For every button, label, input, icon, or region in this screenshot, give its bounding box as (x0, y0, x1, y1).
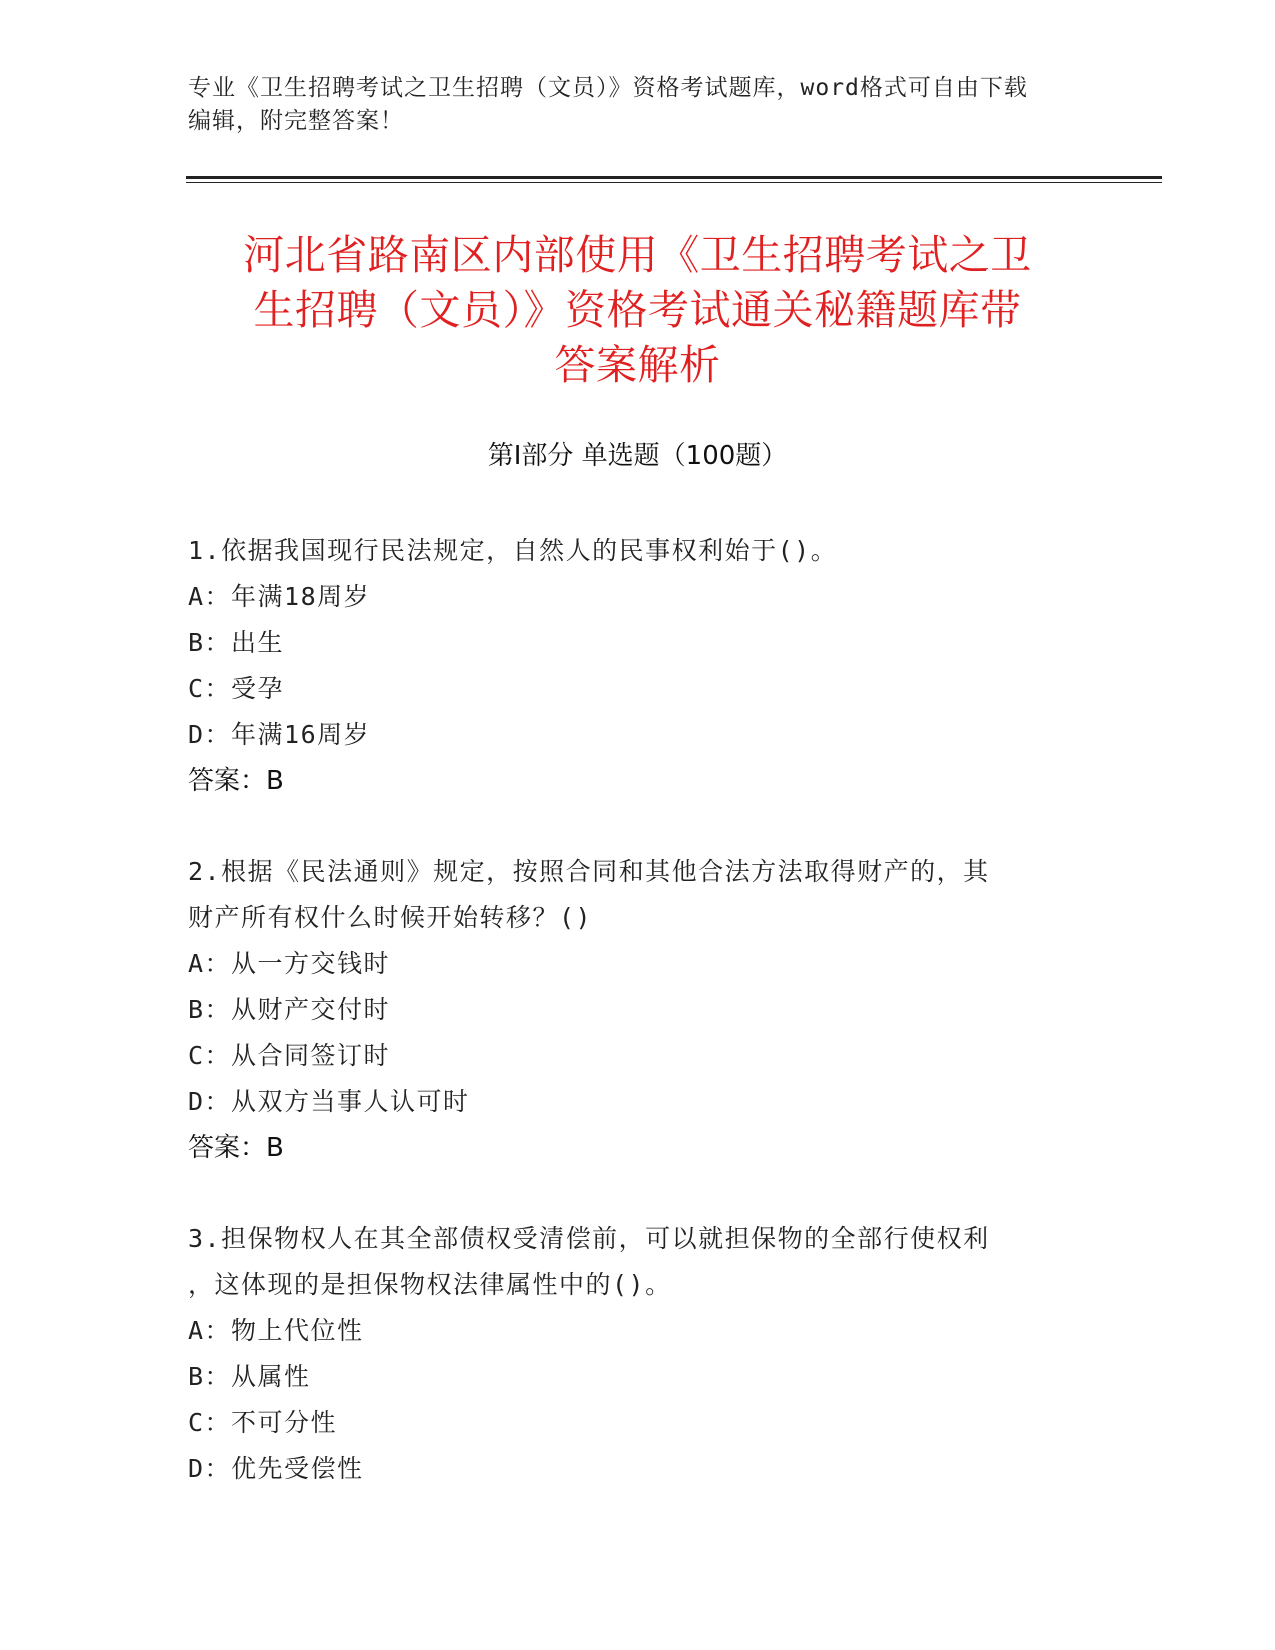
question-item (188, 849, 1078, 1171)
option-b: B：出生 (188, 628, 285, 657)
header-rule-thick (186, 176, 1162, 179)
option-c: C：不可分性 (188, 1408, 338, 1437)
question-item (188, 1216, 1078, 1492)
question-stem: 1.依据我国现行民法规定，自然人的民事权利始于()。 (188, 536, 838, 565)
option-c: C：从合同签订时 (188, 1041, 391, 1070)
answer-line: 答案：B (188, 1133, 284, 1163)
document-title (170, 228, 1105, 393)
option-d: D：年满16周岁 (188, 720, 371, 749)
option-b: B：从财产交付时 (188, 995, 391, 1024)
option-b: B：从属性 (188, 1362, 311, 1391)
option-d: D：从双方当事人认可时 (188, 1087, 470, 1116)
title-line-2: 生招聘（文员）》资格考试通关秘籍题库带 (253, 286, 1022, 334)
header-note (188, 72, 1078, 138)
title-line-1: 河北省路南区内部使用《卫生招聘考试之卫 (243, 231, 1032, 279)
option-c: C：受孕 (188, 674, 285, 703)
question-stem-line-2: 财产所有权什么时候开始转移？() (188, 903, 593, 932)
title-line-3: 答案解析 (554, 341, 721, 389)
header-note-line-2: 编辑，附完整答案！ (188, 108, 404, 134)
header-note-line-1: 专业《卫生招聘考试之卫生招聘（文员）》资格考试题库，word格式可自由下载 (188, 75, 1028, 101)
question-stem-line-2: ，这体现的是担保物权法律属性中的()。 (188, 1270, 672, 1299)
answer-line: 答案：B (188, 766, 284, 796)
option-a: A：年满18周岁 (188, 582, 371, 611)
question-item (188, 528, 1078, 804)
section-heading: 第Ⅰ部分 单选题（100题） (487, 441, 788, 471)
header-rule-thin (186, 182, 1162, 183)
option-d: D：优先受偿性 (188, 1454, 364, 1483)
question-stem-line-1: 2.根据《民法通则》规定，按照合同和其他合法方法取得财产的，其 (188, 857, 990, 886)
option-a: A：从一方交钱时 (188, 949, 391, 978)
option-a: A：物上代位性 (188, 1316, 364, 1345)
question-stem-line-1: 3.担保物权人在其全部债权受清偿前，可以就担保物的全部行使权利 (188, 1224, 990, 1253)
